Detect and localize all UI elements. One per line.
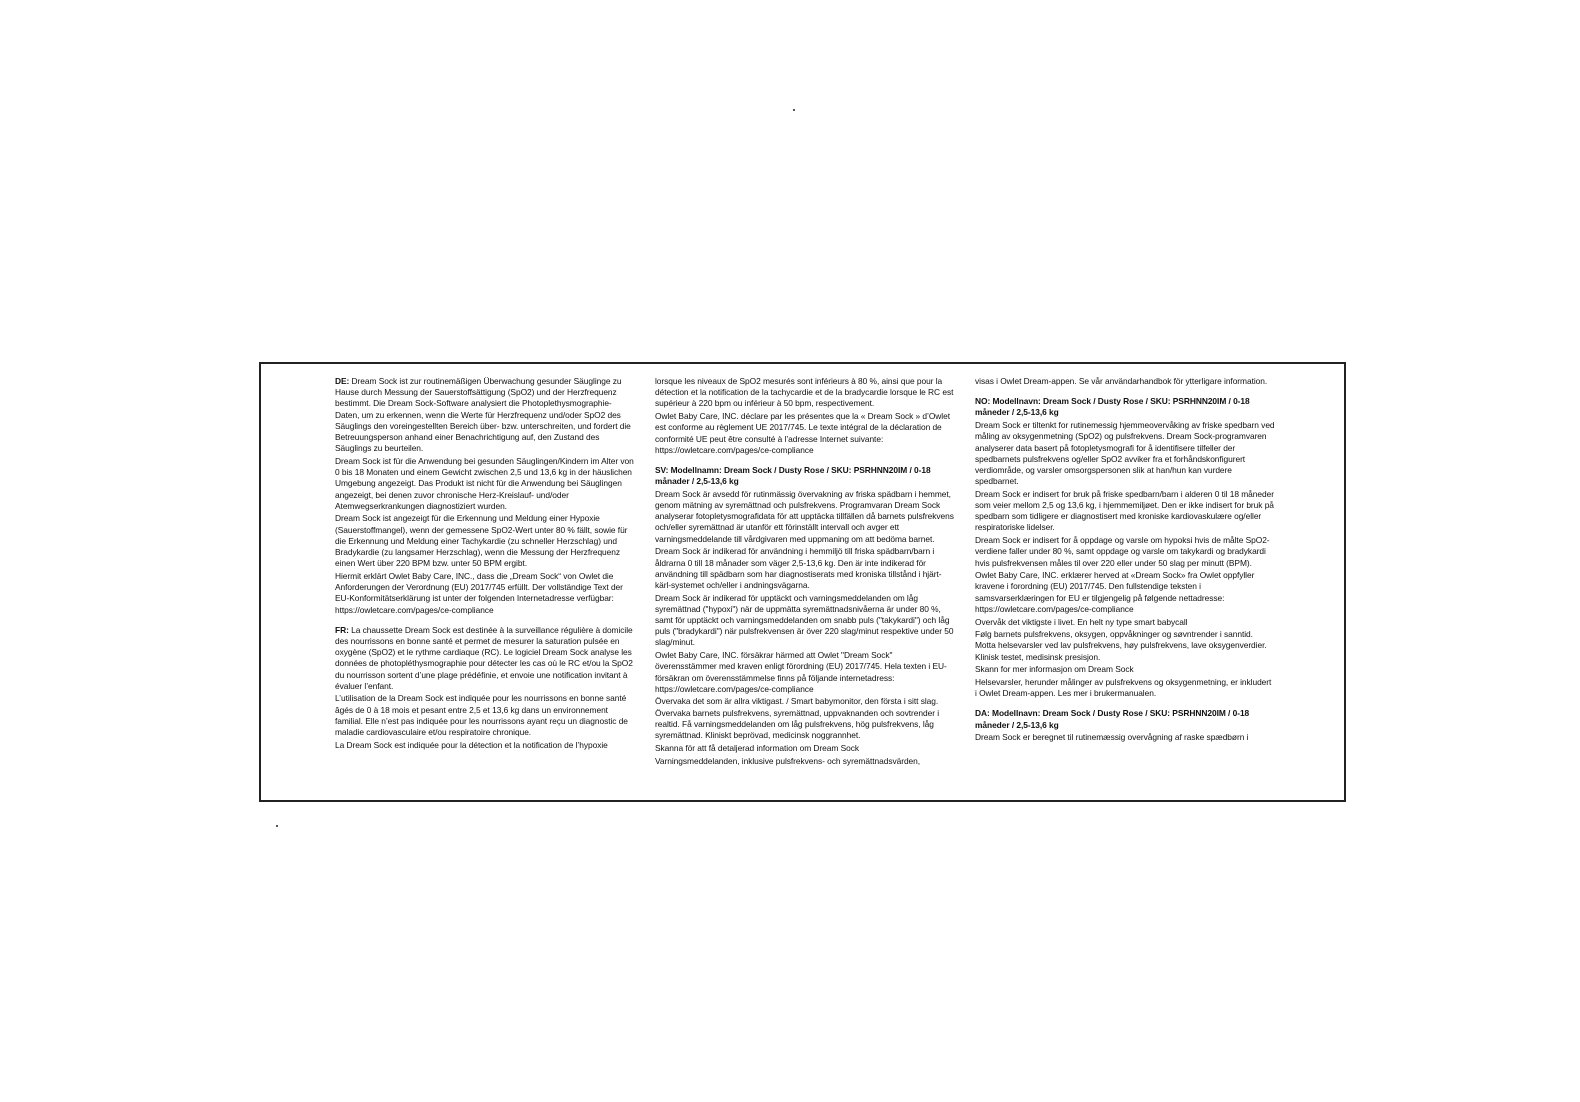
paragraph bbox=[975, 677, 1275, 699]
paragraph-text: Skann for mer informasjon om Dream Sock bbox=[975, 664, 1134, 675]
paragraph-text: Owlet Baby Care, INC. erklærer herved at «Dream Sock» fra Owlet oppfyller kravene i forordning (EU) 2017/745. Den fullstendige teksten i samsvarserklæringen for EU er tilgjengelig på følgende nettadresse: https://owletcare.com/pages/ce-compliance bbox=[975, 570, 1255, 614]
paragraph bbox=[335, 740, 635, 751]
paragraph-text: lorsque les niveaux de SpO2 mesurés sont inférieurs à 80 %, ainsi que pour la détection et la notification de la tachycardie et de la bradycardie lorsque le RC est supérieur à 220 bpm ou inférieur à 50 bpm, respectivement. bbox=[655, 376, 954, 409]
paragraph-text: Dream Sock ist angezeigt für die Erkennung und Meldung einer Hypoxie (Sauerstoffmangel), wenn der gemessene SpO2-Wert unter 80 % fällt, sowie für die Erkennung und Meldung einer Tachykardie (zu schneller Herzschlag) und Bradykardie (zu langsamer Herzschlag), wenn die Messung der Herzfrequenz einen Wert über 220 BPM bzw. unter 50 BPM ergibt. bbox=[335, 513, 628, 569]
paragraph bbox=[975, 732, 1275, 743]
paragraph-text: Dream Sock er beregnet til rutinemæssig overvågning af raske spædbørn i bbox=[975, 732, 1249, 743]
section-heading bbox=[655, 465, 955, 487]
paragraph-text: visas i Owlet Dream-appen. Se vår användarhandbok för ytterligare information. bbox=[975, 376, 1268, 386]
text-column-2 bbox=[655, 376, 955, 768]
heading-text: NO: Modellnavn: Dream Sock / Dusty Rose / SKU: PSRHNN20IM / 0-18 måneder / 2,5-13,6 kg bbox=[975, 396, 1250, 418]
page-mark-bottom bbox=[276, 825, 278, 827]
paragraph bbox=[975, 420, 1275, 487]
section-heading bbox=[975, 396, 1275, 418]
paragraph bbox=[655, 756, 955, 767]
paragraph bbox=[975, 489, 1275, 534]
page-mark-top bbox=[793, 109, 795, 111]
paragraph bbox=[655, 593, 955, 649]
paragraph-text: Følg barnets pulsfrekvens, oksygen, oppvåkninger og søvntrender i sanntid. Motta helsevarsler ved lav pulsfrekvens, høy pulsfrekvens, lave oksygenverdier. Klinisk testet, medisinsk presisjon. bbox=[975, 629, 1267, 662]
paragraph bbox=[655, 489, 955, 545]
paragraph-text: Dream Sock ist für die Anwendung bei gesunden Säuglingen/Kindern im Alter von 0 bis 18 Monaten und einem Gewicht zwischen 2,5 und 13,6 kg in der häuslichen Umgebung angezeigt. Das Produkt ist nicht für die Anwendung bei Säuglingen angezeigt, bei denen zuvor chronische Herz-Kreislauf- und/oder Atemwegserkrankungen diagnostiziert wurden. bbox=[335, 455, 634, 511]
language-code: DE: bbox=[335, 376, 350, 386]
paragraph bbox=[335, 376, 635, 454]
paragraph-text: Overvåk det viktigste i livet. En helt ny type smart babycall bbox=[975, 616, 1188, 627]
paragraph bbox=[335, 513, 635, 569]
paragraph-text: Dream Sock ist zur routinemäßigen Überwachung gesunder Säuglinge zu Hause durch Messung der Sauerstoffsättigung (SpO2) und der Herzfrequenz bestimmt. Die Dream Sock-Software analysiert die Photoplethysmographie-Daten, um zu erkennen, wenn die Werte für Herzfrequenz und/oder SpO2 des Säuglings den voreingestellten Bereich über- bzw. unterschreiten, und fordert die Betreuungsperson anhand einer Benachrichtigung auf, den Zustand des Säuglings zu beurteilen. bbox=[335, 376, 631, 454]
paragraph-text: Hiermit erklärt Owlet Baby Care, INC., dass die „Dream Sock“ von Owlet die Anforderungen der Verordnung (EU) 2017/745 erfüllt. Der vollständige Text der EU-Konformitätserklärung ist unter der folgenden Internetadresse verfügbar: https://owletcare.com/pages/ce-compliance bbox=[335, 570, 623, 615]
paragraph bbox=[655, 376, 955, 410]
paragraph bbox=[655, 743, 955, 754]
paragraph bbox=[975, 376, 1275, 387]
text-column-1 bbox=[335, 376, 635, 753]
paragraph-text: Varningsmeddelanden, inklusive pulsfrekvens- och syremättnadsvärden, bbox=[655, 755, 921, 766]
paragraph-text: Helsevarsler, herunder målinger av pulsfrekvens og oksygenmetning, er inkludert i Owlet Dream-appen. Les mer i brukermanualen. bbox=[975, 677, 1272, 699]
paragraph-text: Skanna för att få detaljerad information om Dream Sock bbox=[655, 742, 859, 753]
paragraph bbox=[335, 625, 635, 692]
paragraph-text: Dream Sock är avsedd för rutinmässig övervakning av friska spädbarn i hemmet, genom mätning av syremättnad och pulsfrekvens. Programvaran Dream Sock analyserar fotopletysmografidata för att upptäcka tillfällen då barnets pulsfrekvens och/eller syremättnad är utanför ett förinställt intervall och avger ett varningsmeddelande till vårdgivaren med uppmaning om att bedöma barnet. bbox=[655, 488, 954, 544]
paragraph-text: La chaussette Dream Sock est destinée à la surveillance régulière à domicile des nourrissons en bonne santé et permet de mesurer la saturation pulsée en oxygène (SpO2) et le rythme cardiaque (RC). Le logiciel Dream Sock analyse les données de photopléthysmographie pour détecter les cas où le RC et/ou la SpO2 du nourrisson sortent d’une plage prédéfinie, et envoie une notification invitant à évaluer l’enfant. bbox=[335, 624, 633, 691]
paragraph-text: La Dream Sock est indiquée pour la détection et la notification de l’hypoxie bbox=[335, 739, 608, 750]
paragraph bbox=[975, 629, 1275, 663]
paragraph-text: Owlet Baby Care, INC. försäkrar härmed att Owlet "Dream Sock" överensstämmer med kraven enligt förordning (EU) 2017/745. Hela texten i EU-försäkran om överensstämmelse finns på följande internetadress: https://owletcare.com/pages/ce-compliance bbox=[655, 650, 947, 694]
paragraph bbox=[655, 546, 955, 591]
paragraph bbox=[975, 664, 1275, 675]
language-code: FR: bbox=[335, 624, 349, 635]
paragraph bbox=[975, 617, 1275, 628]
paragraph-text: Dream Sock er indisert for å oppdage og varsle om hypoksi hvis de målte SpO2-verdiene faller under 80 %, samt oppdage og varsle om takykardi og bradykardi hvis pulsfrekvensen måles til over 220 eller under 50 slag per minutt (BPM). bbox=[975, 535, 1270, 568]
heading-text: SV: Modellnamn: Dream Sock / Dusty Rose / SKU: PSRHNN20IM / 0-18 månader / 2,5-13,6 kg bbox=[655, 464, 931, 487]
text-column-3 bbox=[975, 376, 1275, 745]
paragraph bbox=[655, 411, 955, 456]
paragraph bbox=[975, 535, 1275, 569]
paragraph bbox=[335, 693, 635, 738]
paragraph bbox=[975, 570, 1275, 615]
paragraph-text: Owlet Baby Care, INC. déclare par les présentes que la « Dream Sock » d’Owlet est conforme au règlement UE 2017/745. Le texte intégral de la déclaration de conformité UE peut être consulté à l’adresse Internet suivante: https://owletcare.com/pages/ce-compliance bbox=[655, 411, 950, 455]
paragraph-text: Övervaka det som är allra viktigast. / Smart babymonitor, den första i sitt slag. Övervaka barnets pulsfrekvens, syremättnad, uppvaknanden och sovtrender i realtid. Få varningsmeddelanden om låg pulsfrekvens, hög pulsfrekvens, låg syremättnad. Kliniskt beprövad, medicinsk noggrannhet. bbox=[655, 696, 940, 741]
paragraph bbox=[335, 456, 635, 512]
paragraph bbox=[655, 650, 955, 695]
heading-text: DA: Modellnavn: Dream Sock / Dusty Rose / SKU: PSRHNN20IM / 0-18 måneder / 2,5-13,6 kg bbox=[975, 708, 1250, 730]
paragraph bbox=[335, 571, 635, 616]
paragraph-text: L’utilisation de la Dream Sock est indiquée pour les nourrissons en bonne santé âgés de 0 à 18 mois et pesant entre 2,5 et 13,6 kg dans un environnement familial. Elle n’est pas indiquée pour les nourrissons ayant reçu un diagnostic de maladie cardiovasculaire et/ou respiratoire chronique. bbox=[335, 693, 628, 738]
paragraph bbox=[655, 696, 955, 741]
paragraph-text: Dream Sock är indikerad för användning i hemmiljö till friska spädbarn/barn i åldrarna 0 till 18 månader som väger 2,5-13,6 kg. Den är inte indikerad för användning till spädbarn som har diagnostiserats med kroniska tillstånd i hjärt-kärl-systemet och/eller i andningsvägarna. bbox=[655, 546, 942, 590]
leaflet-panel bbox=[259, 362, 1346, 802]
paragraph-text: Dream Sock er indisert for bruk på friske spedbarn/barn i alderen 0 til 18 måneder som veier mellom 2,5 og 13,6 kg, i hjemmemiljøet. Den er ikke indisert for bruk på spedbarn som tidligere er diagnostisert med kroniske kardiovaskulære og/eller respiratoriske lidelser. bbox=[975, 488, 1274, 533]
section-heading bbox=[975, 708, 1275, 730]
paragraph-text: Dream Sock er tiltenkt for rutinemessig hjemmeovervåking av friske spedbarn ved måling av oksygenmetning (SpO2) og pulsfrekvens. Dream Sock-programvaren analyserer data basert på fotopletysmografi for å identifisere tilfeller der spedbarnets pulsfrekvens og/eller SpO2 avviker fra et forhåndskonfigurert verdiområde, og varsler omsorgspersonen slik at han/hun kan vurdere spedbarnet. bbox=[975, 420, 1275, 487]
paragraph-text: Dream Sock är indikerad för upptäckt och varningsmeddelanden om låg syremättnad ("hypoxi") när de uppmätta syremättnadsnivåerna är under 80 %, samt för upptäckt och varningsmeddelanden om snabb puls ("takykardi") och låg puls ("bradykardi") när pulsfrekvensen är över 220 slag/minut respektive under 50 slag/minut. bbox=[655, 592, 954, 648]
